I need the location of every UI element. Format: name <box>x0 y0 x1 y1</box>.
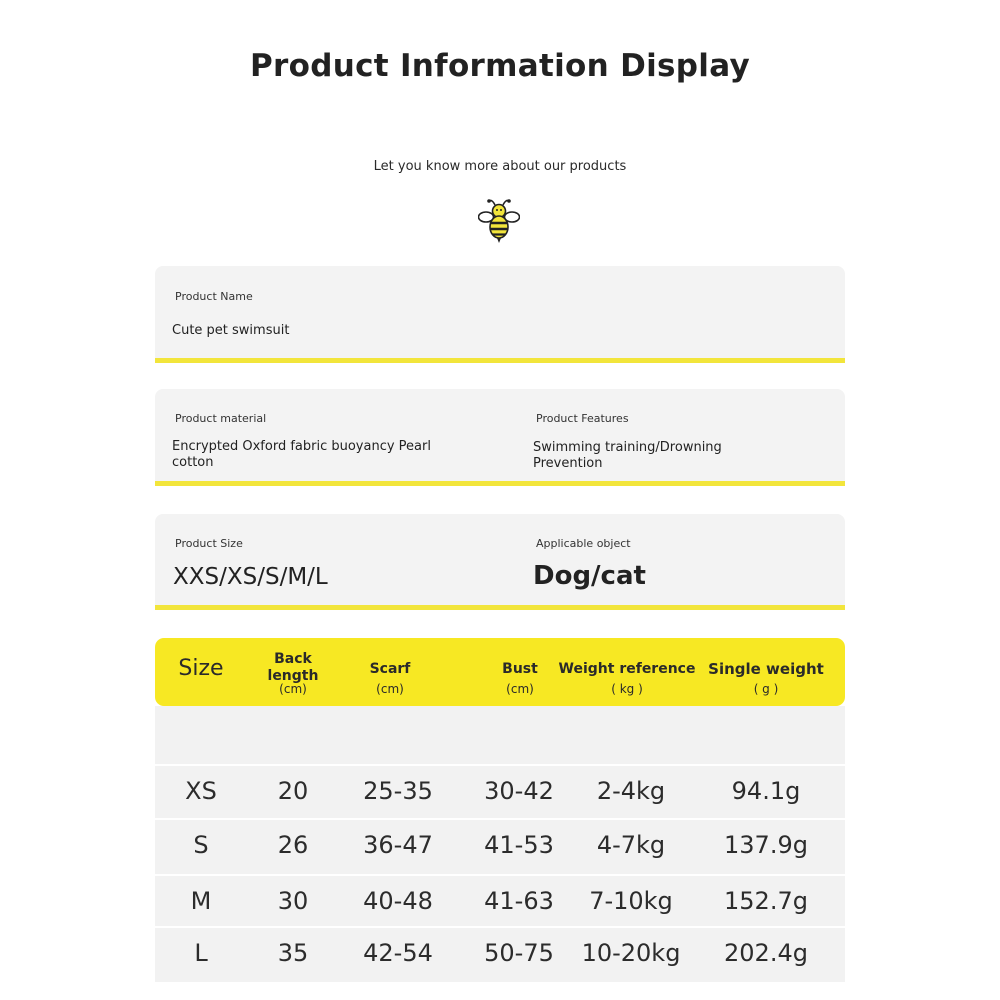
header-bust <box>475 661 565 696</box>
header-scarf-unit: (cm) <box>376 682 404 696</box>
cell-back-length: 26 <box>277 831 309 859</box>
product-name-value: Cute pet swimsuit <box>172 323 290 338</box>
material-label: Product material <box>175 412 267 425</box>
cell-single-weight: 137.9g <box>724 831 808 859</box>
header-weight-reference <box>557 661 697 696</box>
bee-icon <box>478 197 520 245</box>
header-single-weight-label: Single weight <box>708 660 824 678</box>
cell-back-length: 35 <box>277 939 309 967</box>
applicable-label: Applicable object <box>536 537 631 550</box>
cell-size: S <box>193 831 209 859</box>
material-value: Encrypted Oxford fabric buoyancy Pearl cotton <box>172 439 431 470</box>
header-weight-reference-label: Weight reference <box>558 661 696 677</box>
cell-back-length: 20 <box>277 777 309 805</box>
size-label: Product Size <box>175 537 243 550</box>
header-back-length-unit: (cm) <box>279 682 307 696</box>
cell-back-length: 30 <box>277 887 309 915</box>
cell-size: XS <box>185 777 217 805</box>
cell-weight-reference: 10-20kg <box>581 939 681 967</box>
product-name-label: Product Name <box>175 290 253 303</box>
cell-size: L <box>194 939 208 967</box>
table-row <box>155 874 845 924</box>
cell-weight-reference: 7-10kg <box>589 887 673 915</box>
table-row <box>155 764 845 814</box>
header-back-length <box>250 651 336 696</box>
header-bust-unit: (cm) <box>506 682 534 696</box>
header-scarf-label: Scarf <box>369 661 411 677</box>
header-back-length-label: Back length <box>267 651 319 684</box>
header-single-weight <box>705 661 827 696</box>
header-single-weight-unit: ( g ) <box>753 682 779 696</box>
size-applicable-card <box>155 514 845 610</box>
table-row <box>155 926 845 976</box>
cell-single-weight: 152.7g <box>724 887 808 915</box>
header-bust-label: Bust <box>502 661 538 677</box>
cell-weight-reference: 2-4kg <box>596 777 666 805</box>
page-title: Product Information Display <box>250 48 750 84</box>
cell-bust: 30-42 <box>484 777 554 805</box>
accent-bar <box>155 358 845 363</box>
size-value: XXS/XS/S/M/L <box>173 564 328 590</box>
cell-scarf: 40-48 <box>363 887 433 915</box>
header-weight-reference-unit: ( kg ) <box>611 682 643 696</box>
cell-scarf: 42-54 <box>363 939 433 967</box>
features-label: Product Features <box>536 412 629 425</box>
table-row <box>155 818 845 868</box>
accent-bar <box>155 605 845 610</box>
cell-single-weight: 202.4g <box>724 939 808 967</box>
header-size: Size <box>178 656 224 681</box>
cell-bust: 50-75 <box>484 939 554 967</box>
cell-bust: 41-63 <box>484 887 554 915</box>
cell-weight-reference: 4-7kg <box>596 831 666 859</box>
page-subtitle: Let you know more about our products <box>373 159 627 174</box>
accent-bar <box>155 481 845 486</box>
cell-bust: 41-53 <box>484 831 554 859</box>
header-scarf <box>345 661 435 696</box>
size-table-body <box>155 706 845 982</box>
cell-scarf: 25-35 <box>363 777 433 805</box>
material-features-card <box>155 389 845 486</box>
cell-size: M <box>190 887 212 915</box>
cell-scarf: 36-47 <box>363 831 433 859</box>
size-table-header <box>155 638 845 706</box>
product-name-card <box>155 266 845 363</box>
cell-single-weight: 94.1g <box>731 777 801 805</box>
features-value: Swimming training/Drowning Prevention <box>533 440 722 471</box>
applicable-value: Dog/cat <box>533 561 646 591</box>
